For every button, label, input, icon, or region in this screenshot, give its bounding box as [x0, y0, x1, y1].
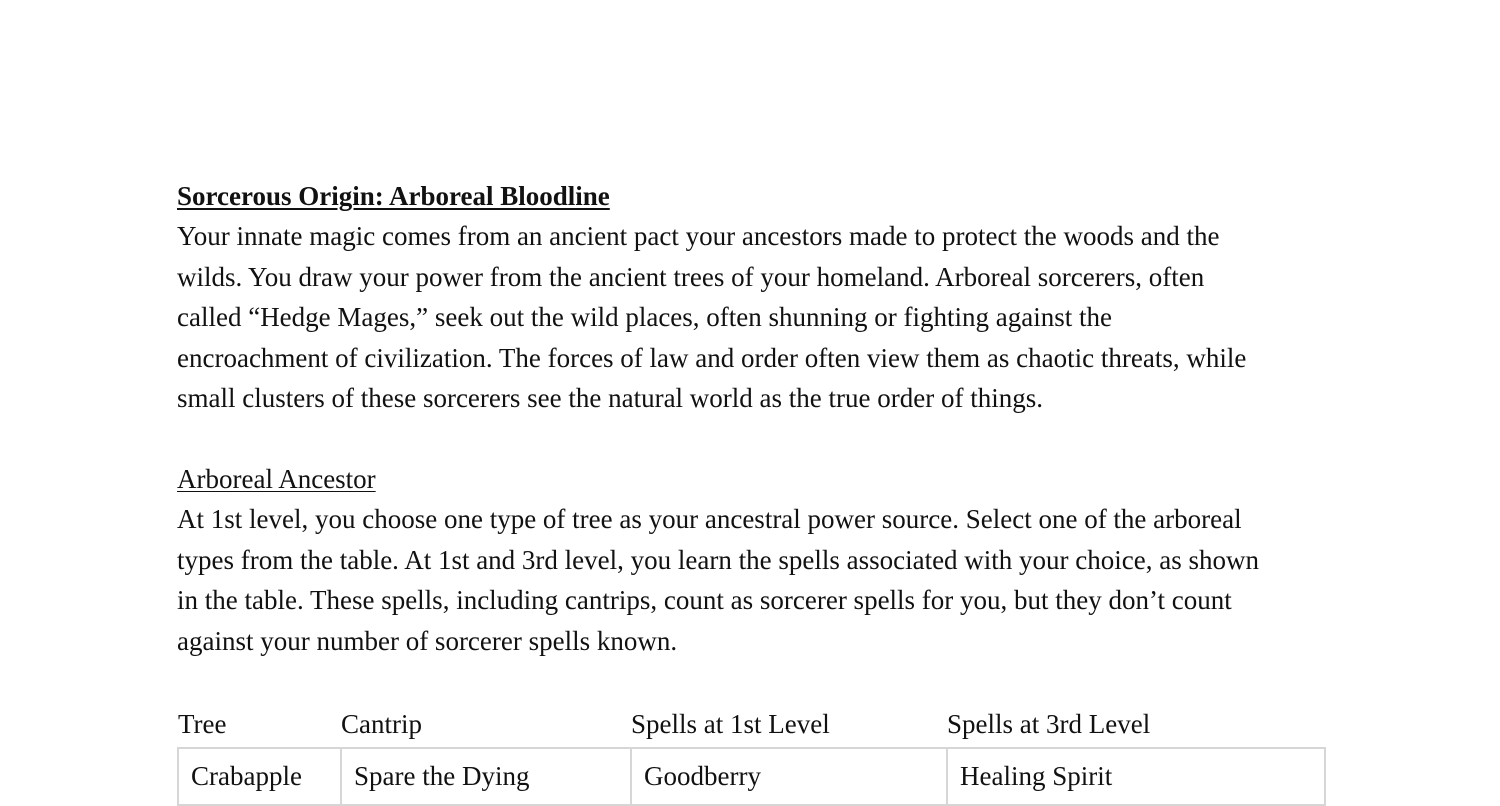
feature-line: types from the table. At 1st and 3rd level, you learn the spells associated with your choice, as shown — [177, 544, 1259, 575]
document-page — [177, 176, 1327, 661]
feature-line: against your number of sorcerer spells known. — [177, 625, 678, 656]
feature-paragraph — [177, 499, 1327, 661]
feature-line: At 1st level, you choose one type of tree as your ancestral power source. Select one of the arboreal — [177, 504, 1242, 534]
header-cantrip: Cantrip — [341, 708, 422, 739]
cell-cantrip: Spare the Dying — [341, 748, 631, 805]
intro-line: small clusters of these sorcerers see the natural world as the true order of things. — [177, 383, 1043, 413]
header-tree: Tree — [178, 708, 227, 739]
table-header-row — [178, 701, 1325, 748]
feature-line: in the table. These spells, including cantrips, count as sorcerer spells for you, but they don’t count — [177, 585, 1232, 615]
header-3rd-level: Spells at 3rd Level — [947, 708, 1151, 739]
section-title: Sorcerous Origin: Arboreal Bloodline — [177, 181, 610, 211]
intro-line: called “Hedge Mages,” seek out the wild places, often shunning or fighting against the — [177, 302, 1112, 332]
paragraph-spacer — [177, 419, 1327, 460]
intro-line: Your innate magic comes from an ancient pact your ancestors made to protect the woods and the — [177, 221, 1220, 251]
feature-title: Arboreal Ancestor — [177, 464, 376, 494]
cell-3rd-level: Healing Spirit — [947, 748, 1325, 805]
spell-table — [177, 701, 1326, 806]
intro-line: encroachment of civilization. The forces of law and order often view them as chaotic threats, while — [177, 342, 1247, 373]
cell-1st-level: Goodberry — [631, 748, 947, 805]
table-row — [178, 748, 1325, 805]
intro-paragraph — [177, 216, 1327, 419]
cell-tree: Crabapple — [178, 748, 341, 805]
intro-line: wilds. You draw your power from the ancient trees of your homeland. Arboreal sorcerers, often — [177, 261, 1205, 292]
header-1st-level: Spells at 1st Level — [631, 708, 830, 739]
